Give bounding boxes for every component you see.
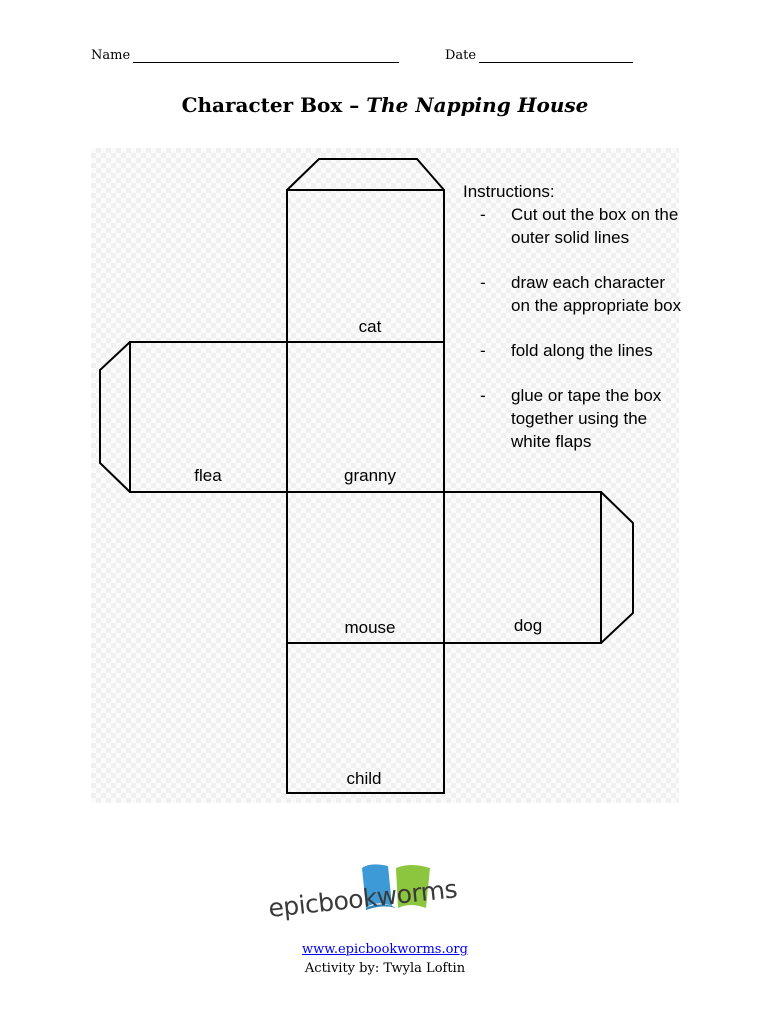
instruction-step: - glue or tape the box together using the white flaps: [480, 386, 662, 451]
date-line[interactable]: [479, 48, 633, 63]
instruction-step: - fold along the lines: [480, 341, 653, 360]
instructions-list: [463, 203, 683, 453]
instructions-heading: Instructions:: [463, 182, 555, 201]
left-flap: [100, 342, 130, 492]
name-line[interactable]: [133, 48, 399, 63]
name-field[interactable]: [91, 48, 399, 63]
instruction-step: - draw each character on the appropriate box: [480, 273, 682, 315]
instructions: [463, 180, 683, 475]
activity-credit: Activity by: Twyla Loftin: [304, 961, 466, 976]
face-label-mouse: mouse: [344, 618, 396, 637]
face-label-granny: granny: [344, 466, 396, 485]
page-title: [0, 93, 770, 117]
face-label-cat: cat: [358, 317, 382, 336]
right-flap: [601, 492, 633, 643]
face-label-dog: dog: [513, 616, 543, 635]
name-label: Name: [91, 48, 131, 63]
date-field[interactable]: [445, 48, 633, 63]
instruction-step: - Cut out the box on the outer solid lines: [480, 205, 679, 247]
logo-wordmark: epicbookworms: [266, 874, 459, 923]
title-book: The Napping House: [366, 93, 589, 117]
title-prefix: Character Box –: [181, 93, 367, 117]
face-label-flea: flea: [194, 466, 222, 485]
face-label-child: child: [346, 769, 382, 788]
website-link[interactable]: www.epicbookworms.org: [302, 942, 468, 957]
top-flap: [287, 159, 444, 190]
date-label: Date: [445, 48, 477, 63]
